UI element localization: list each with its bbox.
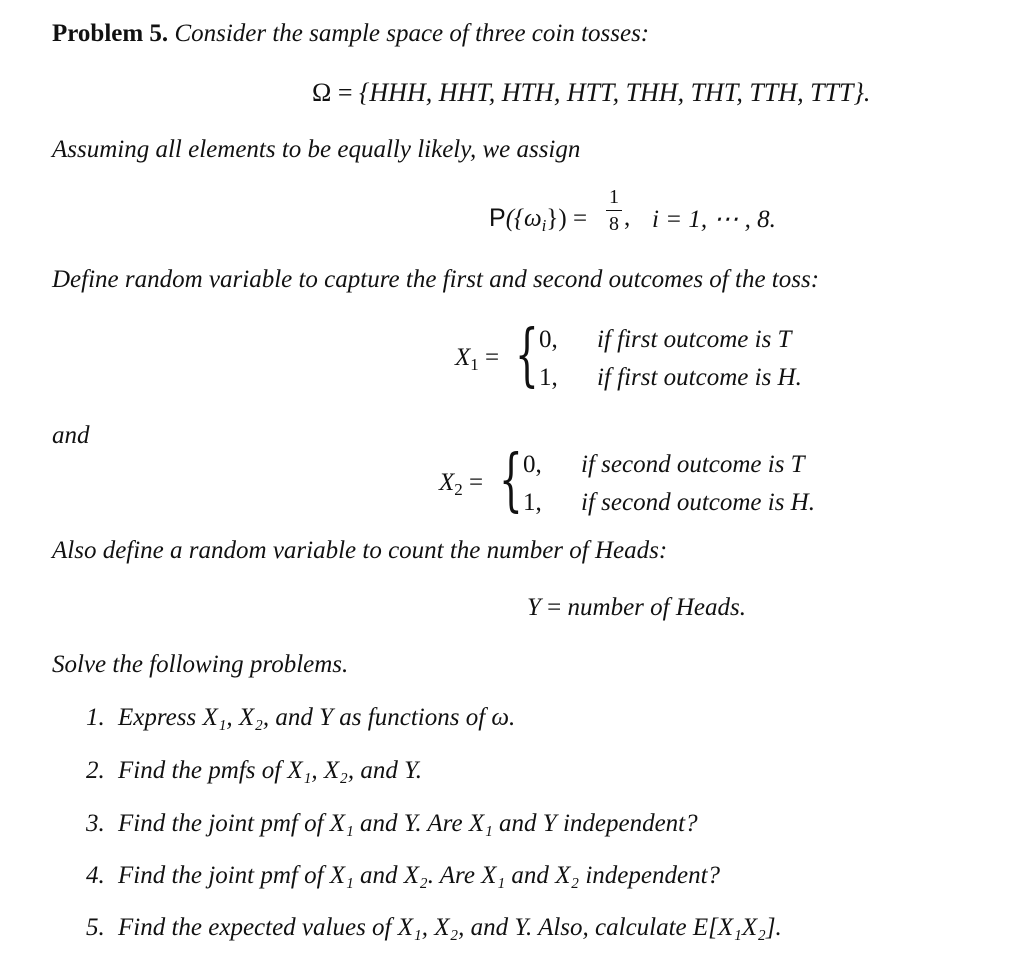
task-text: Express X₁, X₂, and Y as functions of ω. (118, 704, 516, 731)
x1-var: X (455, 344, 471, 371)
equals-sign: = (337, 78, 353, 107)
task-item (86, 810, 698, 838)
task-text: Find the joint pmf of X₁ and Y. Are X₁ and Y independent? (118, 810, 698, 837)
probability-lhs (489, 204, 587, 233)
problem-label: Problem 5. (52, 20, 169, 47)
task-number: 3. (86, 810, 105, 837)
x2-left-brace: { (499, 441, 523, 520)
y-definition-text: number of Heads. (567, 594, 746, 621)
task-item (86, 757, 422, 785)
probability-argument: ({ω (505, 205, 542, 232)
omega-subscript: i (541, 215, 547, 235)
x1-case-0-condition: if first outcome is T (597, 326, 792, 353)
x2-equals: = (469, 469, 484, 496)
fraction-bar (606, 210, 622, 211)
index-range: i = 1, ⋯ , 8. (652, 206, 776, 233)
x2-case-1-condition: if second outcome is H. (581, 489, 815, 516)
y-definition (527, 594, 746, 622)
problem-intro-text: Consider the sample space of three coin tosses: (174, 20, 650, 47)
x1-case-1-value: 1, (539, 364, 558, 391)
task-text: Find the expected values of X₁, X₂, and Y. Also, calculate E[X₁X₂]. (118, 914, 782, 941)
x2-subscript: 2 (454, 479, 463, 499)
fraction-denominator: 8 (609, 213, 619, 236)
task-item (86, 862, 720, 890)
define-text: Define random variable to capture the first and second outcomes of the toss: (52, 266, 820, 293)
also-define-text: Also define a random variable to count the number of Heads: (52, 537, 668, 564)
task-text: Find the pmfs of X₁, X₂, and Y. (118, 757, 422, 784)
sample-space-equation (312, 78, 870, 108)
probability-symbol: P (489, 204, 506, 232)
x1-lhs (455, 344, 499, 372)
x1-definition (455, 316, 855, 396)
sample-space-set: {HHH, HHT, HTH, HTT, THH, THT, TTH, TTT}. (359, 78, 871, 107)
x2-lhs (439, 469, 483, 497)
x1-left-brace: { (515, 316, 539, 395)
assumption-text: Assuming all elements to be equally likely, we assign (52, 136, 581, 163)
x2-case-1-value: 1, (523, 489, 542, 516)
probability-close: }) = (546, 205, 588, 232)
task-number: 4. (86, 862, 105, 889)
x1-subscript: 1 (470, 354, 479, 374)
task-item (86, 704, 515, 732)
task-number: 5. (86, 914, 105, 941)
omega-symbol: Ω (312, 78, 332, 107)
one-eighth-fraction (606, 186, 622, 235)
x2-definition (439, 441, 859, 521)
x2-case-0-value: 0, (523, 451, 542, 478)
x2-case-0-condition: if second outcome is T (581, 451, 805, 478)
x1-case-1-condition: if first outcome is H. (597, 364, 802, 391)
task-text: Find the joint pmf of X₁ and X₂. Are X₁ and X₂ independent? (118, 862, 721, 889)
x2-var: X (439, 469, 455, 496)
task-number: 2. (86, 757, 105, 784)
y-equals: = (547, 594, 562, 621)
problem-heading (52, 20, 649, 48)
and-connector: and (52, 422, 90, 449)
task-item (86, 914, 782, 942)
x1-equals: = (485, 344, 500, 371)
fraction-comma: , (624, 204, 631, 231)
solve-instruction: Solve the following problems. (52, 651, 349, 678)
y-var: Y (527, 594, 541, 621)
fraction-numerator: 1 (609, 186, 619, 208)
x1-case-0-value: 0, (539, 326, 558, 353)
task-number: 1. (86, 704, 105, 731)
